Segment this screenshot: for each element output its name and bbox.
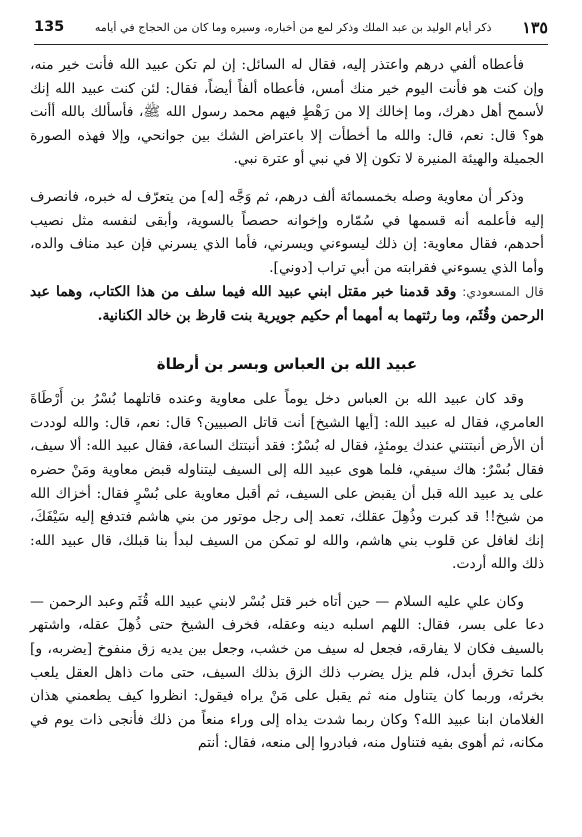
paragraph: وكان علي عليه السلام — حين أتاه خبر قتل بُسْر لابني عبيد الله قُثَم وعبد الرحمن — دعا على بسر، فقال: اللهم اسلبه دينه وعقله، فخرف الشيخ حتى ذُهِلَ عقله، واشتهر بالسيف فكان لا يفارقه، فجعل له سيف من خشب، وجعل بين يديه زق منفوخ [يضربه، و] كلما تخرق أبدل، فلم يزل يضرب ذلك الزق بذلك السيف، حتى مات ذاهل العقل يلعب بخرئه، وربما كان يتناول منه ثم يقبل على مَنْ يراه فيقول: انظروا كيف يطعمني هذان الغلامان ابنا عبيد الله؟ وكان ربما شدت يداه إلى وراء منعاً من ذلك فأنجى ذات يوم في مكانه، ثم أهوى بفيه فتناول منه، فبادروا إلى منعه، فقال: أنتم xyxy=(30,593,544,752)
running-title: ذكر أيام الوليد بن عبد الملك وذكر لمع من أخباره، وسيره وما كان من الحجاج في أيامه xyxy=(94,20,492,34)
paragraph: وذكر أن معاوية وصله بخمسمائة ألف درهم، ثم وَجَّه [له] من يتعرّف له خبره، فانصرف إليه فأعلمه أنه قسمها في سُمّاره وإخوانه حصصاً بالسوية، وأبقى لنفسه مثل نصيب أحدهم، فقال معاوية: إن ذلك ليسوءني ويسرني، فأما الذي يسرني فإن عبد مناف والده، وأما الذي يسوءني فقرابته من أبي تراب [دوني]. xyxy=(30,188,544,276)
note-text: وقد قدمنا خبر مقتل ابني عبيد الله فيما سلف من هذا الكتاب، وهما عبد الرحمن وقُثَم، وما رثتهما به أمهما أم حكيم جويرية بنت قارظ بن خالد الكنانية. xyxy=(30,284,544,324)
note-source: قال المسعودي: xyxy=(462,284,544,300)
page-number: 135 xyxy=(34,19,65,35)
page-header xyxy=(34,10,548,45)
historian-note xyxy=(30,280,544,328)
page-body xyxy=(30,54,544,756)
page-number-arabic: ١٣٥ xyxy=(522,17,548,37)
paragraph: وقد كان عبيد الله بن العباس دخل يوماً على معاوية وعنده قاتلهما بُسْرُ بن أَرْطَاةَ العامري، فقال له عبيد الله: [أيها الشيخ] أنت قاتل الصبيين؟ قال: نعم، قال: والله لوددت أن الأرض أنبتتني عندك يومئذٍ، فقال له بُسْرٌ: فقد أنبتتك الساعة، فقال عبيد الله: ألا سيف، فقال بُسْرٌ: هاك سيفي، فلما هوى عبيد الله إلى السيف ليتناوله قبض معاوية ومَنْ حضره على يد عبيد الله قبل أن يقبض على السيف، ثم أقبل معاوية على بُسْرٍ فقال: أخزاك الله من شيخ!! قد كبرت وذُهِلَ عقلك، تعمد إلى رجل موتور من بني هاشم فتدفع إليه سَيْفَكَ، إنك لغافل عن قلوب بني هاشم، والله لو تمكن من السيف لبدأ بنا قبلك، قال عبيد الله: ذلك والله أردت. xyxy=(30,391,544,573)
paragraph: فأعطاه ألفي درهم واعتذر إليه، فقال له السائل: إن لم تكن عبيد الله فأنت خير منه، وإن كنت هو فأنت اليوم خير منك أمس، فأعطاه ألفاً أيضاً، فقال: لئن كنت عبيد الله إنك لأسمح أهل دهرك، وما إخالك إلا من رَهْطٍ فيهم محمد رسول الله ﷺ، فأسألك بالله أأنت هو؟ قال: نعم، قال: والله ما أخطأت إلا باعتراض الشك بين جوانحي، وإلا فهذه الصورة الجميلة والهيئة المنيرة لا تكون إلا في نبي أو عترة نبي. xyxy=(30,57,544,168)
section-heading: عبيد الله بن العباس وبسر بن أرطاة xyxy=(156,354,418,373)
